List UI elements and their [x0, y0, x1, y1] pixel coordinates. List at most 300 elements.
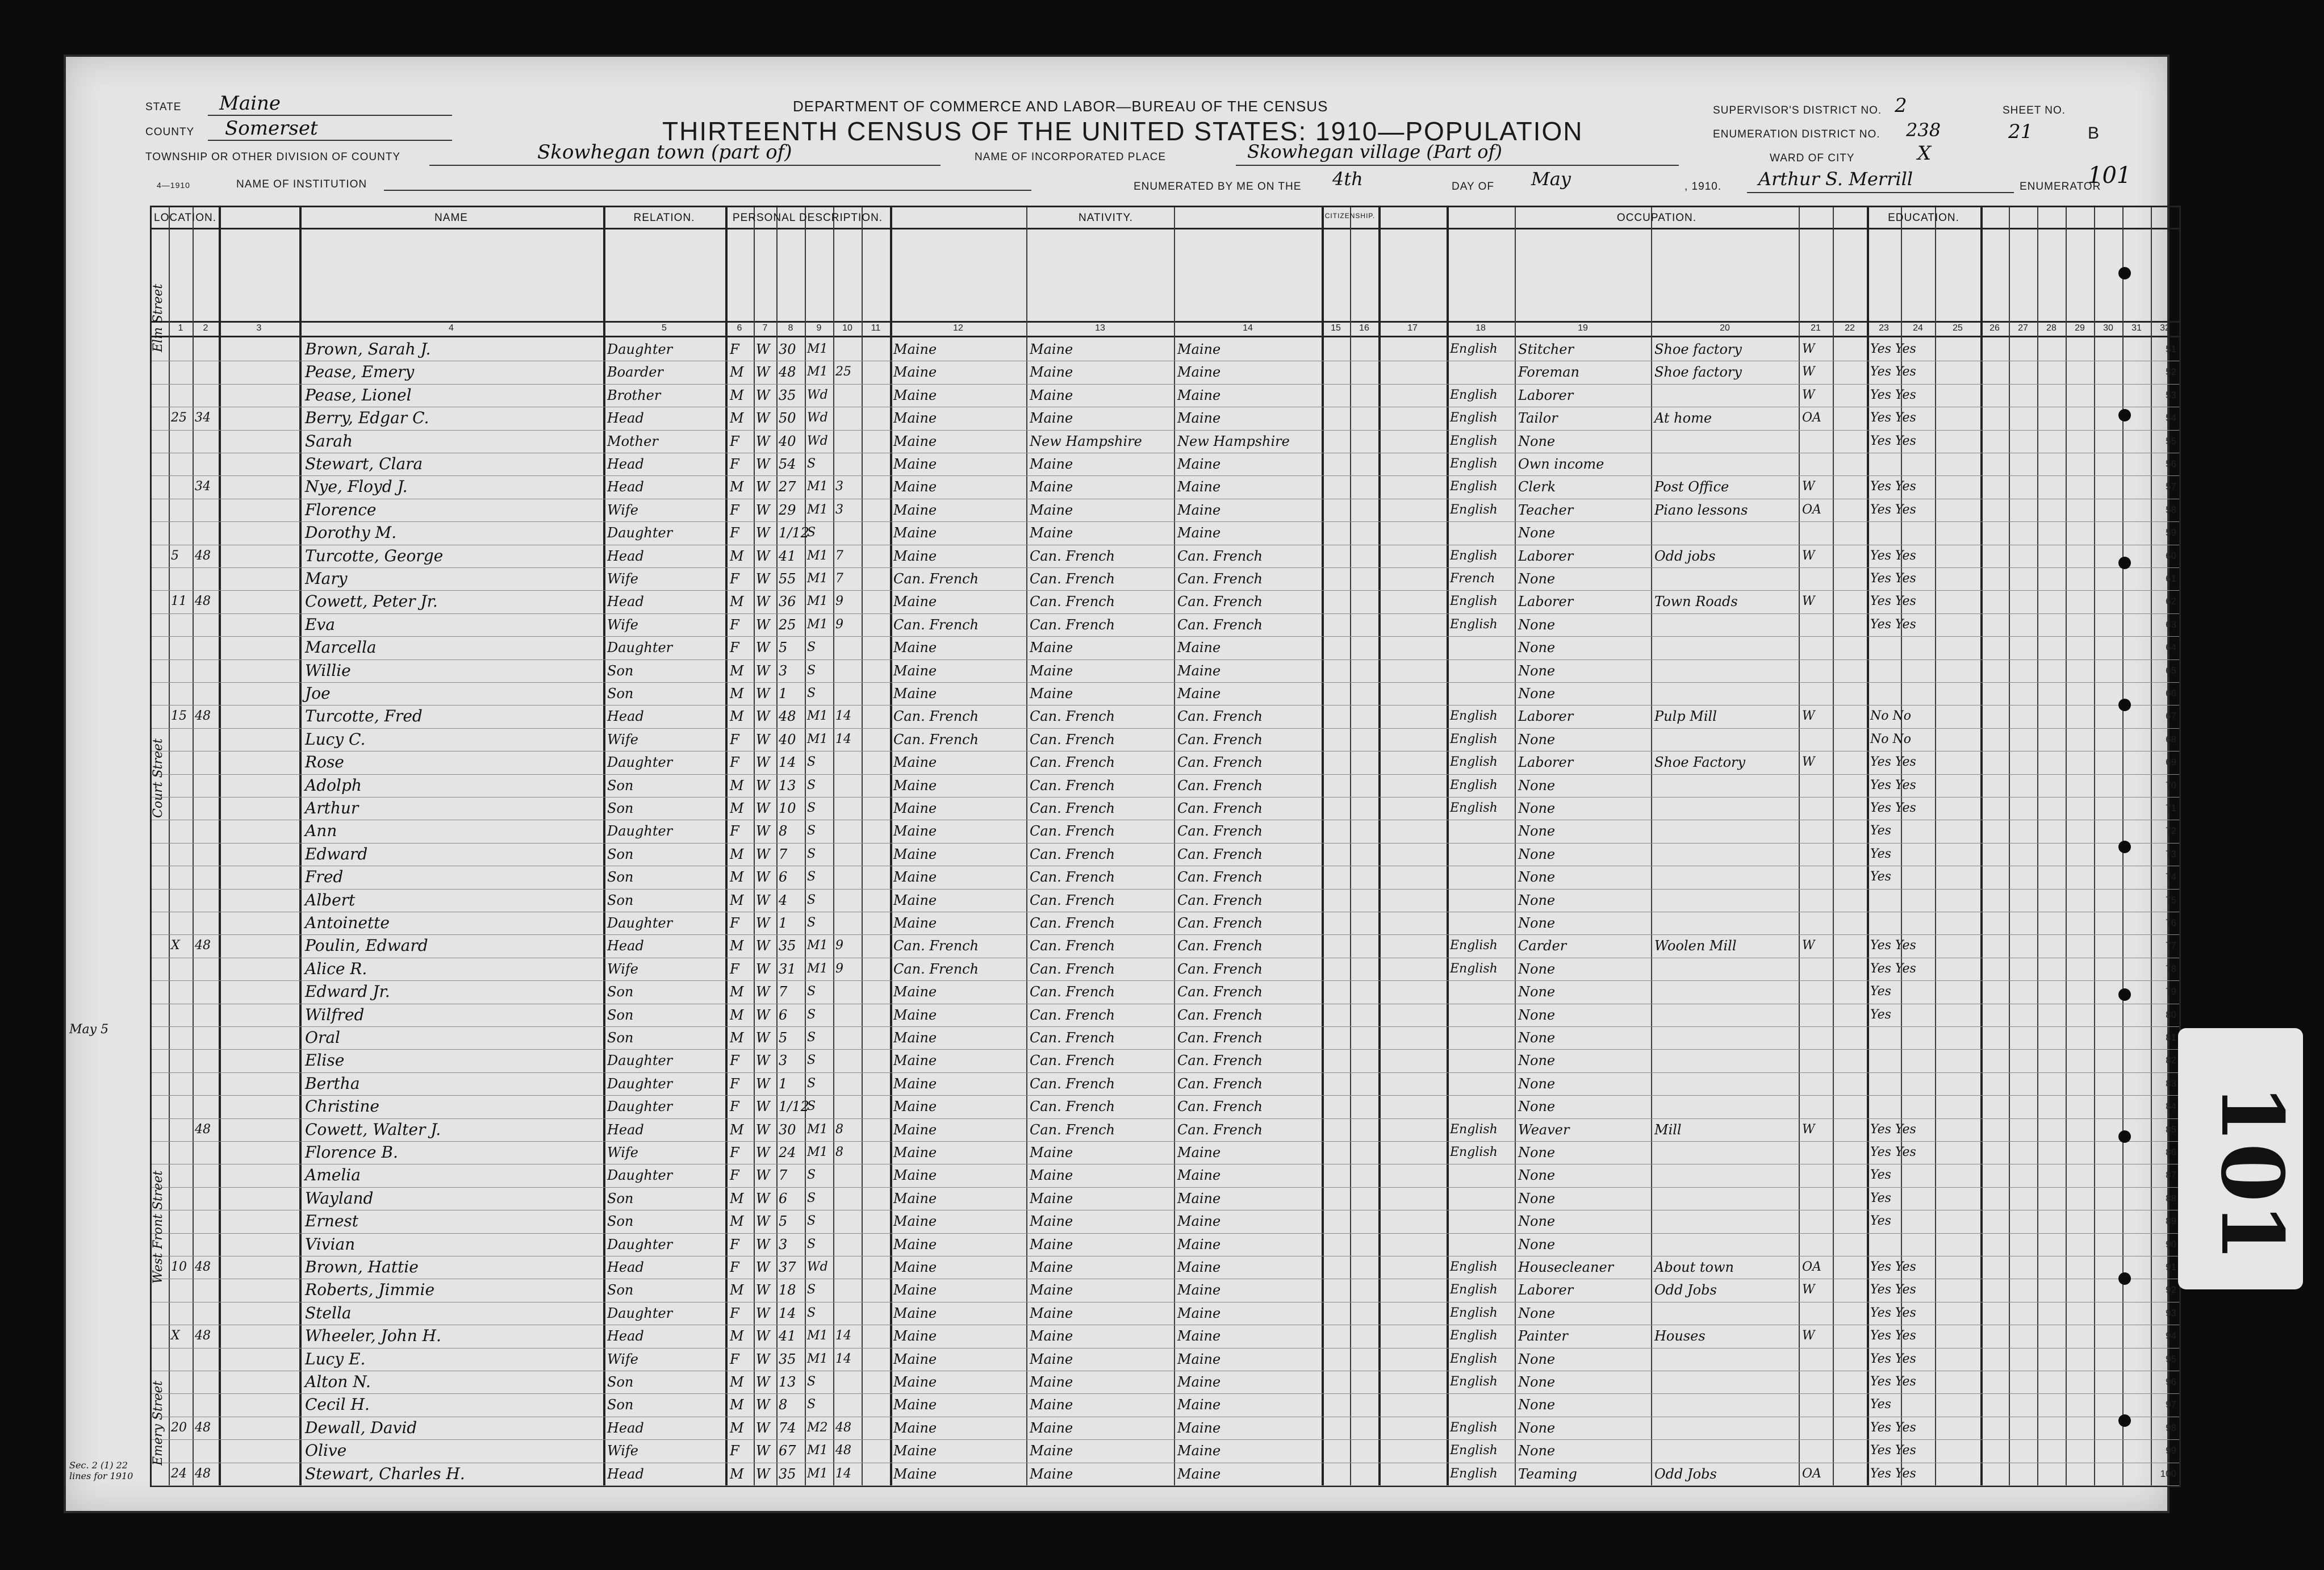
- header-rule-2: [152, 321, 2179, 323]
- cell-race: W: [756, 686, 770, 702]
- column-number: 2: [203, 323, 208, 333]
- cell-trade: None: [1518, 1213, 1556, 1230]
- cell-sex: F: [730, 731, 739, 748]
- row-rule: [152, 1485, 2179, 1486]
- cell-emp: W: [1802, 1122, 1815, 1137]
- cell-name: Brown, Sarah J.: [305, 340, 431, 358]
- cell-race: W: [756, 1282, 770, 1298]
- cell-trade: None: [1518, 869, 1556, 886]
- cell-edu: Yes Yes: [1870, 548, 1916, 563]
- cell-marital: S: [807, 525, 816, 540]
- cell-race: W: [756, 525, 770, 541]
- cell-sex: M: [730, 984, 744, 1000]
- column-number: 26: [1989, 323, 2000, 333]
- cell-emp: W: [1802, 387, 1815, 402]
- cell-sex: F: [730, 1351, 739, 1367]
- row-rule: [152, 889, 2179, 890]
- cell-sex: M: [730, 938, 744, 954]
- line-number: 93: [2166, 1307, 2176, 1318]
- cell-lang: English: [1450, 411, 1498, 425]
- stamp-number: 101: [2202, 1084, 2302, 1262]
- cell-father: Can. French: [1030, 1075, 1115, 1092]
- cell-relation: Wife: [607, 961, 639, 977]
- col-divider: [1026, 207, 1027, 1485]
- cell-name: Wheeler, John H.: [305, 1326, 441, 1346]
- cell-name: Bertha: [305, 1074, 360, 1093]
- cell-age: 1/12: [779, 1099, 809, 1115]
- cell-marital: M1: [807, 1122, 828, 1137]
- column-number: 11: [871, 323, 881, 333]
- cell-trade: None: [1518, 640, 1556, 656]
- line-number: 61: [2166, 573, 2176, 584]
- cell-mother: Maine: [1177, 525, 1221, 541]
- cell-lang: English: [1450, 1329, 1498, 1343]
- cell-marital: S: [807, 984, 816, 999]
- cell-race: W: [756, 594, 770, 610]
- line-number: 92: [2166, 1284, 2176, 1296]
- cell-sex: M: [730, 387, 744, 403]
- cell-race: W: [756, 1099, 770, 1115]
- county-value: Somerset: [225, 117, 318, 140]
- cell-mother: Can. French: [1177, 754, 1263, 771]
- cell-sex: M: [730, 1282, 744, 1298]
- cell-name: Sarah: [305, 431, 353, 450]
- cell-mother: Maine: [1177, 686, 1221, 702]
- cell-nativity: Maine: [893, 410, 937, 427]
- cell-name: Pease, Emery: [305, 362, 415, 382]
- cell-relation: Brother: [607, 387, 661, 403]
- cell-marital: S: [807, 1375, 816, 1389]
- cell-trade: None: [1518, 1167, 1556, 1184]
- line-number: 70: [2166, 779, 2176, 791]
- cell-years: 3: [835, 479, 843, 494]
- col-divider: [890, 207, 892, 1485]
- cell-sex: F: [730, 915, 739, 931]
- cell-name: Amelia: [305, 1166, 361, 1185]
- cell-relation: Head: [607, 1419, 644, 1436]
- group-location: LOCATION.: [154, 212, 216, 224]
- cell-trade: Laborer: [1518, 387, 1574, 403]
- cell-lang: English: [1450, 938, 1498, 953]
- cell-nativity: Maine: [893, 686, 937, 702]
- enumeration-value: 238: [1906, 119, 1941, 141]
- cell-age: 30: [779, 1121, 796, 1138]
- cell-relation: Wife: [607, 1443, 639, 1459]
- cell-relation: Head: [607, 1465, 644, 1482]
- cell-edu: Yes: [1870, 1191, 1891, 1205]
- cell-nativity: Maine: [893, 1167, 937, 1184]
- col-divider: [169, 207, 170, 1485]
- cell-nativity: Maine: [893, 594, 937, 610]
- cell-emp: OA: [1802, 502, 1821, 517]
- cell-name: Wilfred: [305, 1005, 365, 1024]
- cell-years: 14: [835, 1466, 851, 1481]
- cell-relation: Son: [607, 1282, 634, 1298]
- line-number: 65: [2166, 665, 2176, 676]
- cell-age: 48: [779, 364, 796, 381]
- cell-name: Turcotte, Fred: [305, 707, 423, 726]
- cell-father: Can. French: [1030, 571, 1115, 587]
- cell-house: X: [171, 1329, 180, 1343]
- cell-lang: English: [1450, 1375, 1498, 1389]
- cell-name: Oral: [305, 1028, 340, 1047]
- cell-trade: Teaming: [1518, 1465, 1577, 1482]
- cell-marital: Wd: [807, 1260, 828, 1274]
- cell-house: 5: [171, 548, 179, 563]
- cell-mother: Can. French: [1177, 616, 1263, 633]
- cell-industry: Pulp Mill: [1654, 708, 1717, 725]
- cell-emp: OA: [1802, 1466, 1821, 1481]
- cell-nativity: Can. French: [893, 961, 979, 977]
- cell-emp: W: [1802, 548, 1815, 563]
- cell-sex: M: [730, 1465, 744, 1482]
- cell-trade: None: [1518, 662, 1556, 679]
- cell-edu: Yes Yes: [1870, 1351, 1916, 1366]
- cell-relation: Son: [607, 1374, 634, 1390]
- cell-age: 37: [779, 1259, 796, 1275]
- cell-age: 27: [779, 479, 796, 495]
- form-code: 4—1910: [157, 181, 190, 190]
- cell-years: 3: [835, 502, 843, 517]
- county-label: COUNTY: [145, 126, 195, 138]
- line-number: 75: [2166, 894, 2176, 905]
- cell-edu: Yes Yes: [1870, 571, 1916, 586]
- enumerator-underline: [1747, 192, 2014, 193]
- cell-edu: Yes: [1870, 1007, 1891, 1022]
- cell-mother: Can. French: [1177, 915, 1263, 931]
- cell-lang: English: [1450, 502, 1498, 517]
- cell-age: 35: [779, 1351, 796, 1367]
- cell-mother: New Hampshire: [1177, 433, 1290, 449]
- cell-years: 14: [835, 709, 851, 724]
- cell-name: Nye, Floyd J.: [305, 477, 408, 496]
- col-divider: [1651, 207, 1652, 1485]
- cell-sex: F: [730, 961, 739, 977]
- column-number: 6: [737, 323, 742, 333]
- line-number: 74: [2166, 871, 2176, 883]
- cell-marital: Wd: [807, 387, 828, 402]
- ward-label: WARD OF CITY: [1770, 152, 1855, 164]
- cell-relation: Son: [607, 1213, 634, 1230]
- col-divider: [1980, 207, 1983, 1485]
- cell-name: Turcotte, George: [305, 546, 444, 565]
- cell-name: Roberts, Jimmie: [305, 1280, 435, 1300]
- cell-age: 18: [779, 1282, 796, 1298]
- cell-nativity: Maine: [893, 846, 937, 862]
- cell-age: 35: [779, 387, 796, 403]
- cell-sex: M: [730, 662, 744, 679]
- cell-nativity: Maine: [893, 800, 937, 816]
- cell-sex: F: [730, 433, 739, 449]
- cell-trade: None: [1518, 433, 1556, 449]
- margin-street-top: Elm Street: [151, 283, 165, 352]
- cell-name: Marcella: [305, 638, 377, 657]
- binder-hole: [2118, 1414, 2131, 1427]
- cell-mother: Can. French: [1177, 548, 1263, 564]
- cell-mother: Maine: [1177, 387, 1221, 403]
- cell-age: 29: [779, 502, 796, 518]
- cell-mother: Maine: [1177, 502, 1221, 518]
- row-rule: [152, 636, 2179, 637]
- cell-edu: Yes Yes: [1870, 1122, 1916, 1137]
- cell-father: Maine: [1030, 1443, 1073, 1459]
- cell-edu: Yes Yes: [1870, 938, 1916, 953]
- cell-nativity: Maine: [893, 984, 937, 1000]
- cell-relation: Daughter: [607, 1167, 673, 1184]
- enumerator-label: ENUMERATOR: [2020, 181, 2101, 193]
- cell-mother: Maine: [1177, 662, 1221, 679]
- cell-mother: Can. French: [1177, 800, 1263, 816]
- cell-age: 30: [779, 341, 796, 357]
- cell-marital: S: [807, 1007, 816, 1022]
- row-rule: [152, 430, 2179, 431]
- cell-father: Maine: [1030, 1259, 1073, 1275]
- col-divider: [1515, 207, 1516, 1485]
- line-number: 62: [2166, 596, 2176, 607]
- cell-nativity: Maine: [893, 1190, 937, 1206]
- line-number: 87: [2166, 1170, 2176, 1181]
- cell-relation: Head: [607, 938, 644, 954]
- cell-trade: Laborer: [1518, 548, 1574, 564]
- cell-marital: S: [807, 640, 816, 655]
- cell-family: 48: [195, 938, 211, 953]
- cell-mother: Can. French: [1177, 938, 1263, 954]
- cell-father: Can. French: [1030, 708, 1115, 725]
- row-rule: [152, 1118, 2179, 1119]
- cell-age: 67: [779, 1443, 796, 1459]
- cell-sex: M: [730, 1030, 744, 1046]
- cell-trade: None: [1518, 1053, 1556, 1069]
- cell-lang: English: [1450, 433, 1498, 448]
- cell-nativity: Can. French: [893, 938, 979, 954]
- cell-emp: OA: [1802, 1260, 1821, 1274]
- cell-years: 14: [835, 732, 851, 746]
- cell-relation: Son: [607, 1397, 634, 1413]
- margin-street-mid: Court Street: [151, 738, 165, 818]
- cell-nativity: Maine: [893, 1351, 937, 1367]
- cell-sex: M: [730, 892, 744, 908]
- cell-nativity: Maine: [893, 915, 937, 931]
- state-label: STATE: [145, 101, 182, 113]
- cell-name: Adolph: [305, 775, 362, 795]
- margin-bottom-note: Sec. 2 (1) 22 lines for 1910: [69, 1460, 133, 1481]
- cell-trade: None: [1518, 571, 1556, 587]
- line-number: 54: [2166, 412, 2176, 424]
- cell-relation: Daughter: [607, 1236, 673, 1252]
- cell-relation: Head: [607, 456, 644, 472]
- cell-name: Stella: [305, 1303, 352, 1322]
- cell-age: 6: [779, 869, 788, 886]
- cell-sex: M: [730, 479, 744, 495]
- cell-mother: Maine: [1177, 1397, 1221, 1413]
- cell-age: 35: [779, 938, 796, 954]
- cell-nativity: Maine: [893, 662, 937, 679]
- cell-father: Can. French: [1030, 1007, 1115, 1023]
- row-rule: [152, 934, 2179, 935]
- line-number: 83: [2166, 1078, 2176, 1089]
- cell-father: Can. French: [1030, 548, 1115, 564]
- cell-age: 40: [779, 731, 796, 748]
- cell-sex: F: [730, 640, 739, 656]
- cell-relation: Wife: [607, 1145, 639, 1160]
- cell-industry: Post Office: [1654, 479, 1729, 495]
- cell-years: 9: [835, 617, 843, 632]
- cell-name: Poulin, Edward: [305, 936, 428, 955]
- column-number: 23: [1879, 323, 1889, 333]
- cell-father: Can. French: [1030, 823, 1115, 840]
- col-divider: [776, 207, 778, 1485]
- cell-age: 6: [779, 1190, 788, 1206]
- cell-sex: F: [730, 1053, 739, 1069]
- binder-hole: [2118, 841, 2131, 853]
- cell-father: Maine: [1030, 456, 1073, 472]
- cell-father: Can. French: [1030, 777, 1115, 794]
- line-number: 89: [2166, 1216, 2176, 1227]
- cell-mother: Maine: [1177, 1236, 1221, 1252]
- line-number: 95: [2166, 1353, 2176, 1364]
- cell-edu: Yes Yes: [1870, 594, 1916, 609]
- cell-trade: None: [1518, 823, 1556, 840]
- cell-relation: Daughter: [607, 1305, 673, 1321]
- cell-marital: S: [807, 1053, 816, 1068]
- cell-race: W: [756, 846, 770, 862]
- cell-trade: None: [1518, 1030, 1556, 1046]
- cell-age: 25: [779, 616, 796, 633]
- cell-name: Stewart, Clara: [305, 454, 423, 473]
- line-number: 100: [2160, 1468, 2176, 1479]
- column-number: 20: [1720, 323, 1730, 333]
- cell-mother: Can. French: [1177, 594, 1263, 610]
- cell-sex: F: [730, 616, 739, 633]
- cell-nativity: Maine: [893, 1213, 937, 1230]
- cell-industry: Odd Jobs: [1654, 1465, 1717, 1482]
- col-divider: [862, 207, 863, 1485]
- cell-sex: F: [730, 823, 739, 840]
- cell-mother: Can. French: [1177, 1121, 1263, 1138]
- cell-race: W: [756, 1030, 770, 1046]
- column-number: 28: [2046, 323, 2057, 333]
- group-relation: RELATION.: [633, 212, 695, 224]
- row-rule: [152, 843, 2179, 844]
- cell-sex: M: [730, 1213, 744, 1230]
- cell-emp: W: [1802, 479, 1815, 494]
- cell-marital: M2: [807, 1420, 828, 1435]
- column-number: 31: [2131, 323, 2142, 333]
- cell-sex: M: [730, 1007, 744, 1023]
- cell-relation: Head: [607, 548, 644, 564]
- cell-emp: W: [1802, 1283, 1815, 1297]
- cell-mother: Can. French: [1177, 708, 1263, 725]
- cell-trade: None: [1518, 961, 1556, 977]
- cell-father: Can. French: [1030, 754, 1115, 771]
- cell-father: Maine: [1030, 1328, 1073, 1344]
- line-number: 98: [2166, 1422, 2176, 1433]
- cell-industry: Shoe factory: [1654, 341, 1742, 357]
- cell-years: 8: [835, 1122, 843, 1137]
- cell-sex: F: [730, 502, 739, 518]
- line-number: 69: [2166, 757, 2176, 768]
- cell-lang: English: [1450, 479, 1498, 494]
- cell-name: Edward Jr.: [305, 982, 390, 1001]
- cell-trade: None: [1518, 984, 1556, 1000]
- cell-nativity: Can. French: [893, 616, 979, 633]
- cell-emp: W: [1802, 1329, 1815, 1343]
- place-label: NAME OF INCORPORATED PLACE: [975, 151, 1167, 163]
- cell-edu: Yes Yes: [1870, 387, 1916, 402]
- cell-marital: S: [807, 663, 816, 678]
- cell-years: 25: [835, 365, 851, 379]
- cell-father: Can. French: [1030, 731, 1115, 748]
- cell-lang: English: [1450, 617, 1498, 632]
- cell-race: W: [756, 456, 770, 472]
- cell-relation: Son: [607, 892, 634, 908]
- cell-trade: None: [1518, 525, 1556, 541]
- cell-father: Maine: [1030, 1351, 1073, 1367]
- cell-nativity: Maine: [893, 1282, 937, 1298]
- cell-lang: English: [1450, 1260, 1498, 1274]
- cell-sex: M: [730, 846, 744, 862]
- cell-age: 41: [779, 548, 796, 564]
- institution-underline: [384, 190, 1031, 191]
- cell-marital: M1: [807, 479, 828, 494]
- cell-father: Can. French: [1030, 961, 1115, 977]
- cell-name: Willie: [305, 661, 351, 680]
- cell-trade: None: [1518, 1374, 1556, 1390]
- cell-nativity: Maine: [893, 869, 937, 886]
- cell-marital: S: [807, 916, 816, 930]
- cell-lang: English: [1450, 1466, 1498, 1481]
- cell-race: W: [756, 984, 770, 1000]
- cell-edu: Yes Yes: [1870, 755, 1916, 770]
- cell-mother: Can. French: [1177, 961, 1263, 977]
- binder-hole: [2118, 557, 2131, 569]
- enumerated-month: May: [1531, 168, 1571, 190]
- cell-sex: F: [730, 525, 739, 541]
- cell-family: 34: [195, 411, 211, 425]
- cell-marital: M1: [807, 1329, 828, 1343]
- group-citizenship: CITIZENSHIP.: [1324, 212, 1376, 220]
- line-number: 56: [2166, 458, 2176, 469]
- cell-age: 36: [779, 594, 796, 610]
- cell-edu: Yes Yes: [1870, 1466, 1916, 1481]
- cell-name: Lucy E.: [305, 1349, 366, 1368]
- cell-family: 48: [195, 1329, 211, 1343]
- col-divider: [833, 207, 834, 1485]
- cell-mother: Maine: [1177, 1282, 1221, 1298]
- cell-age: 1/12: [779, 525, 809, 541]
- cell-relation: Son: [607, 869, 634, 886]
- cell-father: Maine: [1030, 1419, 1073, 1436]
- col-divider: [2151, 207, 2152, 1485]
- col-divider: [2009, 207, 2010, 1485]
- cell-age: 14: [779, 754, 796, 771]
- cell-edu: Yes Yes: [1870, 801, 1916, 815]
- cell-name: Dorothy M.: [305, 523, 397, 542]
- cell-years: 9: [835, 938, 843, 953]
- cell-nativity: Maine: [893, 364, 937, 381]
- cell-age: 4: [779, 892, 788, 908]
- row-rule: [152, 1393, 2179, 1394]
- page-number-stamp: [2178, 1028, 2303, 1289]
- cell-emp: W: [1802, 342, 1815, 356]
- cell-nativity: Maine: [893, 1075, 937, 1092]
- binder-hole: [2118, 267, 2131, 279]
- cell-mother: Maine: [1177, 640, 1221, 656]
- binder-hole: [2118, 699, 2131, 711]
- cell-father: Maine: [1030, 662, 1073, 679]
- cell-trade: None: [1518, 1305, 1556, 1321]
- cell-mother: Maine: [1177, 1259, 1221, 1275]
